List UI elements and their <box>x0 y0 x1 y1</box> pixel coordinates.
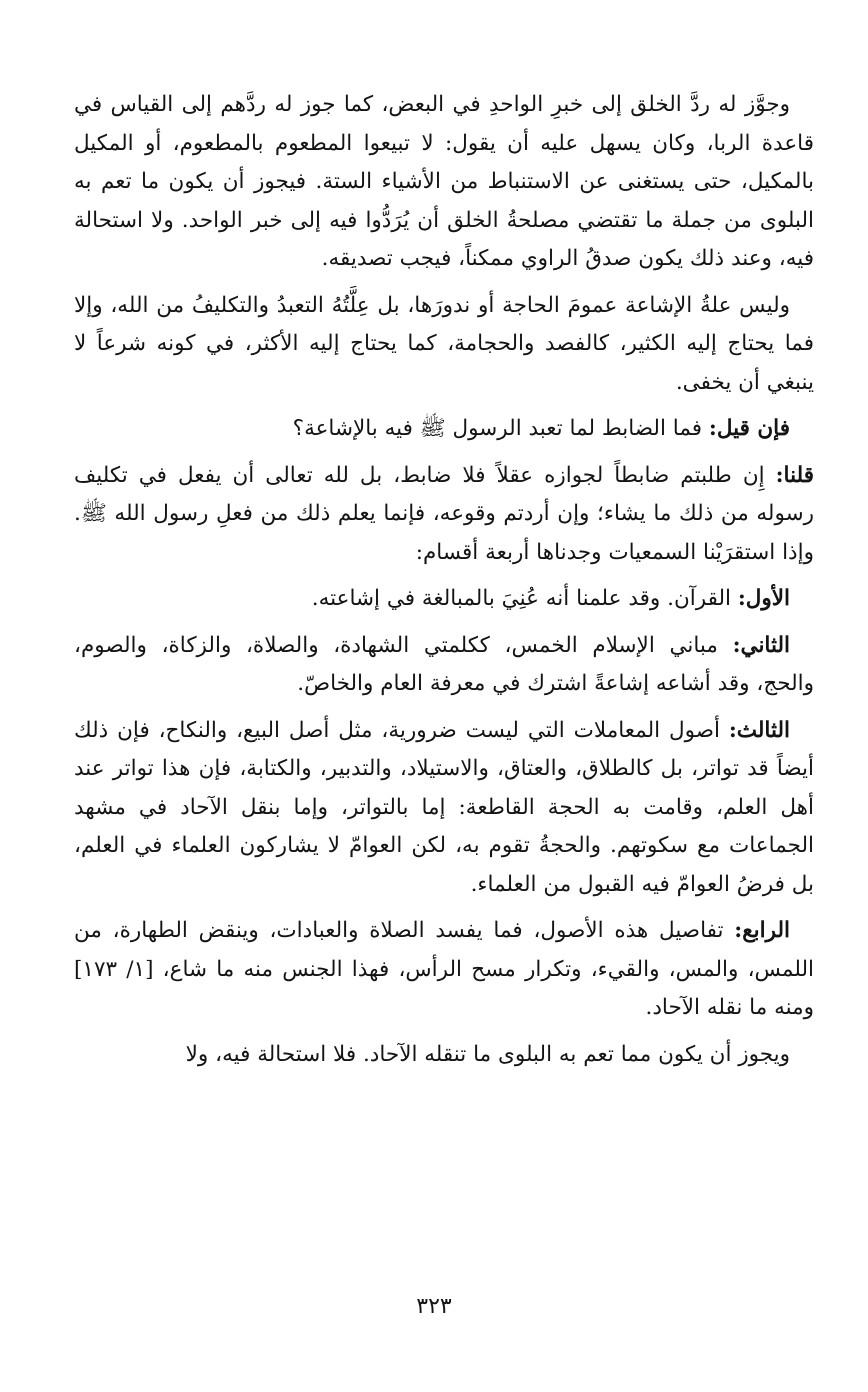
paragraph-3-lead: فإن قيل: <box>708 416 790 441</box>
page-number: ٣٢٣ <box>416 1294 452 1319</box>
paragraph-4-lead: قلنا: <box>775 462 814 488</box>
paragraph-2 <box>74 287 814 403</box>
paragraph-1 <box>74 86 814 279</box>
paragraph-3-text: فما الضابط لما تعبد الرسول ﷺ فيه بالإشاعة؟ <box>292 416 703 441</box>
paragraph-5-lead: الأول: <box>737 586 790 611</box>
page-body <box>74 86 814 1074</box>
paragraph-8 <box>74 912 814 1028</box>
paragraph-6 <box>74 627 814 704</box>
paragraph-7 <box>74 712 814 905</box>
paragraph-9-text: ويجوز أن يكون مما تعم به البلوى ما تنقله الآحاد. فلا استحالة فيه، ولا <box>185 1041 790 1067</box>
paragraph-6-lead: الثاني: <box>732 632 790 658</box>
paragraph-5 <box>74 580 814 619</box>
paragraph-4 <box>74 457 814 573</box>
paragraph-3 <box>74 410 814 449</box>
paragraph-8-lead: الرابع: <box>734 918 790 943</box>
paragraph-4-text: إِن طلبتم ضابطاً لجوازه عقلاً فلا ضابط، بل لله تعالى أن يفعل في تكليف رسوله من ذلك ما يشاء؛ وإن أردتم وقوعه، فإنما يعلم ذلك من فعلِ رسول الله ﷺ. وإذا استقرَيْنا السمعيات وجدناها أربعة أقسام: <box>74 462 814 565</box>
paragraph-9 <box>74 1036 814 1075</box>
paragraph-1-text: وجوَّز له ردَّ الخلق إلى خبرِ الواحدِ في البعض، كما جوز له ردَّهم إلى القياس في قاعدة الربا، وكان يسهل عليه أن يقول: لا تبيعوا المطعوم بالمطعوم، أو المكيل بالمكيل، حتى يستغنى عن الاستنباط من الأشياء الستة. فيجوز أن يكون ما تعم به البلوى من جملة ما تقتضي مصلحةُ الخلق أن يُرَدُّوا فيه إلى خبر الواحد. ولا استحالة فيه، وعند ذلك يكون صدقُ الراوي ممكناً، فيجب تصديقه. <box>74 92 814 271</box>
paragraph-6-text: مباني الإسلام الخمس، ككلمتي الشهادة، والصلاة، والزكاة، والصوم، والحج، وقد أشاعه إشاعةً اشترك في معرفة العام والخاصّ. <box>74 632 814 696</box>
paragraph-7-text: أصول المعاملات التي ليست ضرورية، مثل أصل البيع، والنكاح، فإن ذلك أيضاً قد تواتر، بل كالطلاق، والعتاق، والاستيلاد، والتدبير، والكتابة، فإن هذا تواتر عند أهل العلم، وقامت به الحجة القاطعة: إما بالتواتر، وإما بنقل الآحاد في مشهد الجماعات مع سكوتهم. والحجةُ تقوم به، لكن العوامّ لا يشاركون العلماء في العلم، بل فرضُ العوامّ فيه القبول من العلماء. <box>74 717 814 897</box>
paragraph-8-text: تفاصيل هذه الأصول، فما يفسد الصلاة والعبادات، وينقض الطهارة، من اللمس، والمس، والقيء، وتكرار مسح الرأس، فهذا الجنس منه ما شاع، [١/ ١٧٣] ومنه ما نقله الآحاد. <box>74 918 814 1020</box>
paragraph-5-text: القرآن. وقد علمنا أنه عُنِيَ بالمبالغة في إشاعته. <box>311 586 731 611</box>
paragraph-7-lead: الثالث: <box>728 717 790 743</box>
paragraph-2-text: وليس علةُ الإشاعة عمومَ الحاجة أو ندورَها، بل عِلَّتُهُ التعبدُ والتكليفُ من الله، وإلا فما يحتاج إليه الكثير، كالفصد والحجامة، كما يحتاج إليه الأكثر، في كونه شرعاً لا ينبغي أن يخفى. <box>74 292 814 395</box>
